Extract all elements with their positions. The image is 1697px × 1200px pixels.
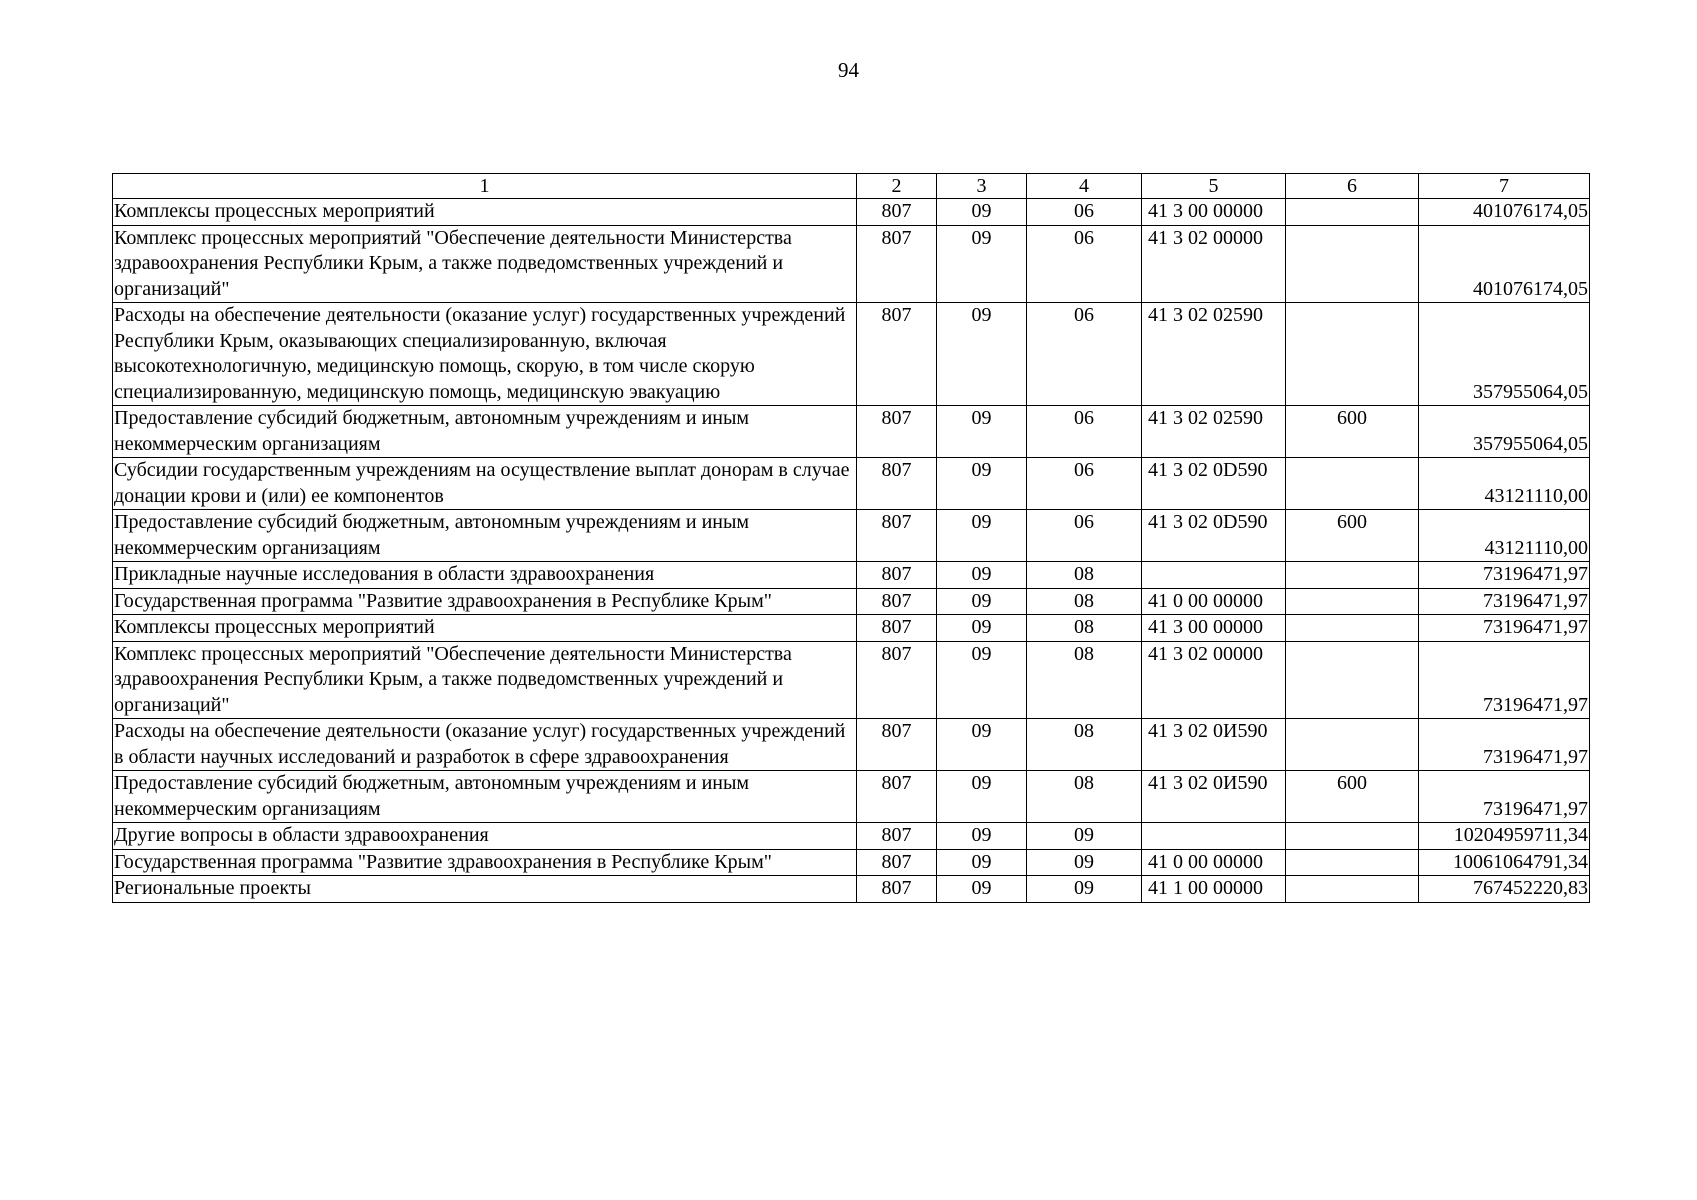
header-cell: 1 [113,174,857,199]
table-row [113,303,1590,406]
row-section-cell: 09 [937,849,1027,876]
row-target-cell: 41 3 00 00000 [1142,199,1286,226]
row-target-cell: 41 3 02 02590 [1142,406,1286,458]
row-name-cell: Региональные проекты [113,876,857,903]
row-name-cell: Предоставление субсидий бюджетным, автономным учреждениям и иным некоммерческим организациям [113,771,857,823]
row-type-cell [1286,876,1419,903]
row-type-cell [1286,849,1419,876]
row-section-cell: 09 [937,823,1027,850]
row-subsection-cell: 06 [1027,406,1142,458]
row-subsection-cell: 06 [1027,199,1142,226]
row-name-cell: Государственная программа "Развитие здравоохранения в Республике Крым" [113,588,857,615]
table-header-row [113,174,1590,199]
row-target-cell: 41 3 02 0D590 [1142,458,1286,510]
row-target-cell: 41 1 00 00000 [1142,876,1286,903]
row-target-cell: 41 3 02 00000 [1142,225,1286,303]
row-name-cell: Государственная программа "Развитие здравоохранения в Республике Крым" [113,849,857,876]
row-sum-cell: 10061064791,34 [1419,849,1590,876]
row-subsection-cell: 06 [1027,510,1142,562]
row-subsection-cell: 09 [1027,823,1142,850]
row-type-cell [1286,719,1419,771]
row-sum-cell: 73196471,97 [1419,615,1590,642]
row-section-cell: 09 [937,562,1027,589]
row-code-cell: 807 [857,719,937,771]
row-sum-cell: 357955064,05 [1419,303,1590,406]
row-section-cell: 09 [937,641,1027,719]
row-code-cell: 807 [857,458,937,510]
row-target-cell: 41 3 02 0И590 [1142,719,1286,771]
table-row [113,588,1590,615]
row-section-cell: 09 [937,199,1027,226]
row-code-cell: 807 [857,588,937,615]
row-subsection-cell: 06 [1027,303,1142,406]
row-type-cell [1286,823,1419,850]
table-row [113,199,1590,226]
row-type-cell [1286,225,1419,303]
row-subsection-cell: 08 [1027,641,1142,719]
table-row [113,458,1590,510]
row-section-cell: 09 [937,225,1027,303]
row-type-cell [1286,562,1419,589]
row-name-cell: Комплекс процессных мероприятий "Обеспечение деятельности Министерства здравоохранения Республики Крым, а также подведомственных учреждений и организаций" [113,225,857,303]
row-code-cell: 807 [857,615,937,642]
row-sum-cell: 43121110,00 [1419,510,1590,562]
row-target-cell: 41 3 00 00000 [1142,615,1286,642]
row-subsection-cell: 09 [1027,876,1142,903]
row-target-cell: 41 0 00 00000 [1142,588,1286,615]
row-type-cell [1286,199,1419,226]
row-sum-cell: 357955064,05 [1419,406,1590,458]
row-target-cell: 41 3 02 02590 [1142,303,1286,406]
row-code-cell: 807 [857,510,937,562]
row-subsection-cell: 08 [1027,562,1142,589]
row-type-cell [1286,641,1419,719]
table-row [113,615,1590,642]
row-sum-cell: 401076174,05 [1419,199,1590,226]
table-row [113,510,1590,562]
row-target-cell: 41 0 00 00000 [1142,849,1286,876]
row-type-cell: 600 [1286,510,1419,562]
row-subsection-cell: 09 [1027,849,1142,876]
row-sum-cell: 73196471,97 [1419,588,1590,615]
table-row [113,641,1590,719]
table-row [113,849,1590,876]
row-type-cell [1286,615,1419,642]
row-subsection-cell: 06 [1027,458,1142,510]
row-section-cell: 09 [937,719,1027,771]
row-name-cell: Субсидии государственным учреждениям на осуществление выплат донорам в случае донации крови и (или) ее компонентов [113,458,857,510]
row-name-cell: Расходы на обеспечение деятельности (оказание услуг) государственных учреждений Республики Крым, оказывающих специализированную, включая высокотехнологичную, медицинскую помощь, скорую, в том числе скорую специализированную, медицинскую помощь, медицинскую эвакуацию [113,303,857,406]
row-code-cell: 807 [857,303,937,406]
row-sum-cell: 73196471,97 [1419,719,1590,771]
row-code-cell: 807 [857,823,937,850]
row-code-cell: 807 [857,562,937,589]
header-cell: 4 [1027,174,1142,199]
row-subsection-cell: 08 [1027,615,1142,642]
row-target-cell: 41 3 02 00000 [1142,641,1286,719]
row-target-cell [1142,562,1286,589]
row-section-cell: 09 [937,510,1027,562]
row-code-cell: 807 [857,199,937,226]
row-code-cell: 807 [857,225,937,303]
table-row [113,562,1590,589]
row-name-cell: Комплекс процессных мероприятий "Обеспечение деятельности Министерства здравоохранения Республики Крым, а также подведомственных учреждений и организаций" [113,641,857,719]
row-section-cell: 09 [937,771,1027,823]
row-type-cell [1286,303,1419,406]
budget-table [112,173,1590,903]
table-row [113,225,1590,303]
row-sum-cell: 73196471,97 [1419,771,1590,823]
header-cell: 6 [1286,174,1419,199]
row-name-cell: Другие вопросы в области здравоохранения [113,823,857,850]
row-section-cell: 09 [937,876,1027,903]
row-sum-cell: 401076174,05 [1419,225,1590,303]
row-section-cell: 09 [937,588,1027,615]
table-row [113,876,1590,903]
header-cell: 2 [857,174,937,199]
row-target-cell [1142,823,1286,850]
row-name-cell: Предоставление субсидий бюджетным, автономным учреждениям и иным некоммерческим организациям [113,510,857,562]
row-subsection-cell: 08 [1027,588,1142,615]
row-target-cell: 41 3 02 0И590 [1142,771,1286,823]
row-sum-cell: 43121110,00 [1419,458,1590,510]
row-code-cell: 807 [857,641,937,719]
row-type-cell [1286,588,1419,615]
page-number: 94 [838,58,859,82]
table-row [113,771,1590,823]
row-code-cell: 807 [857,876,937,903]
row-code-cell: 807 [857,771,937,823]
row-subsection-cell: 06 [1027,225,1142,303]
header-cell: 7 [1419,174,1590,199]
row-type-cell: 600 [1286,771,1419,823]
row-subsection-cell: 08 [1027,719,1142,771]
row-section-cell: 09 [937,458,1027,510]
row-type-cell: 600 [1286,406,1419,458]
table-row [113,719,1590,771]
row-sum-cell: 73196471,97 [1419,562,1590,589]
row-target-cell: 41 3 02 0D590 [1142,510,1286,562]
row-subsection-cell: 08 [1027,771,1142,823]
row-section-cell: 09 [937,615,1027,642]
row-type-cell [1286,458,1419,510]
row-code-cell: 807 [857,849,937,876]
row-name-cell: Комплексы процессных мероприятий [113,615,857,642]
row-name-cell: Предоставление субсидий бюджетным, автономным учреждениям и иным некоммерческим организациям [113,406,857,458]
header-cell: 5 [1142,174,1286,199]
row-section-cell: 09 [937,303,1027,406]
row-name-cell: Прикладные научные исследования в области здравоохранения [113,562,857,589]
row-name-cell: Расходы на обеспечение деятельности (оказание услуг) государственных учреждений в области научных исследований и разработок в сфере здравоохранения [113,719,857,771]
row-section-cell: 09 [937,406,1027,458]
table-row [113,406,1590,458]
row-sum-cell: 10204959711,34 [1419,823,1590,850]
table-row [113,823,1590,850]
row-sum-cell: 767452220,83 [1419,876,1590,903]
header-cell: 3 [937,174,1027,199]
row-sum-cell: 73196471,97 [1419,641,1590,719]
row-name-cell: Комплексы процессных мероприятий [113,199,857,226]
row-code-cell: 807 [857,406,937,458]
